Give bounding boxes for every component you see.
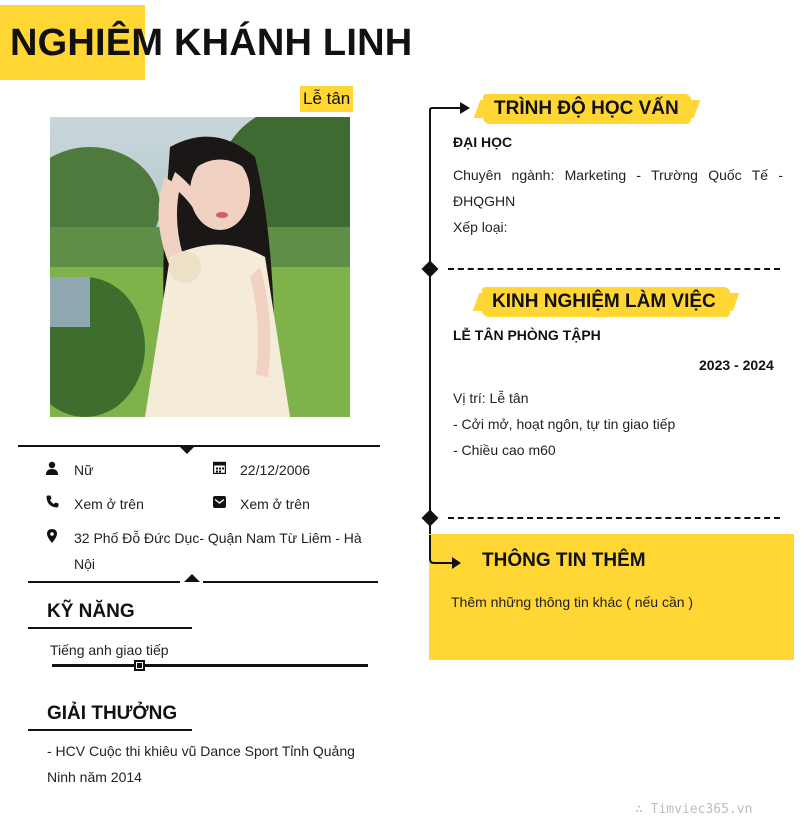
address-value: 32 Phố Đỗ Đức Dục- Quận Nam Từ Liêm - Hà Nội (74, 530, 362, 572)
education-grade: Xếp loại: (453, 219, 508, 235)
watermark: ∴ Timviec365.vn (635, 802, 753, 817)
more-info-text: Thêm những thông tin khác ( nếu cần ) (451, 594, 694, 610)
education-level: ĐẠI HỌC (453, 134, 513, 150)
map-marker-icon (47, 529, 61, 543)
phone-value: Xem ở trên (74, 496, 144, 512)
user-icon (46, 461, 60, 475)
timeline-node-2 (422, 510, 439, 527)
phone-icon (46, 495, 60, 509)
experience-detail-1: - Cởi mở, hoạt ngôn, tự tin giao tiếp (453, 416, 676, 432)
award-item: - HCV Cuộc thi khiêu vũ Dance Sport Tỉnh Quảng Ninh năm 2014 (47, 743, 355, 785)
skill-label: Tiếng anh giao tiếp (50, 642, 169, 658)
timeline-arrow-education (428, 100, 473, 122)
email-value: Xem ở trên (240, 496, 310, 512)
gender-value: Nữ (74, 462, 94, 478)
timeline-arrow-more-info (428, 535, 464, 575)
timeline-line (429, 110, 431, 565)
section-divider-2 (448, 517, 780, 519)
more-info-title: THÔNG TIN THÊM (482, 550, 646, 571)
email-icon (213, 495, 227, 509)
skills-title: KỸ NĂNG (47, 601, 135, 622)
experience-company: LỄ TÂN PHÒNG TẬPH (453, 327, 601, 343)
birthday-value: 22/12/2006 (240, 462, 311, 478)
experience-detail-2: - Chiều cao m60 (453, 442, 556, 458)
skill-level-bar (52, 664, 368, 667)
info-divider-bottom-left (28, 581, 180, 583)
profile-photo (50, 117, 350, 417)
experience-period: 2023 - 2024 (699, 357, 774, 373)
calendar-icon (213, 461, 227, 475)
timeline-node-1 (422, 261, 439, 278)
job-title: Lễ tân (300, 86, 353, 112)
info-divider-bottom-right (203, 581, 378, 583)
education-major: Chuyên ngành: Marketing - Trường Quốc Tế - ĐHQGHN (453, 167, 783, 209)
awards-underline (28, 729, 192, 731)
awards-title: GIẢI THƯỞNG (47, 703, 178, 724)
divider-arrow-up (184, 574, 200, 582)
experience-position: Vị trí: Lễ tân (453, 390, 529, 406)
experience-title: KINH NGHIỆM LÀM VIỆC (492, 291, 716, 312)
info-divider-top (18, 445, 380, 447)
skills-underline (28, 627, 192, 629)
skill-level-knob (134, 660, 145, 671)
section-divider-1 (448, 268, 780, 270)
divider-arrow-down (179, 446, 195, 454)
education-title: TRÌNH ĐỘ HỌC VẤN (494, 98, 679, 119)
candidate-name: NGHIÊM KHÁNH LINH (10, 22, 413, 64)
